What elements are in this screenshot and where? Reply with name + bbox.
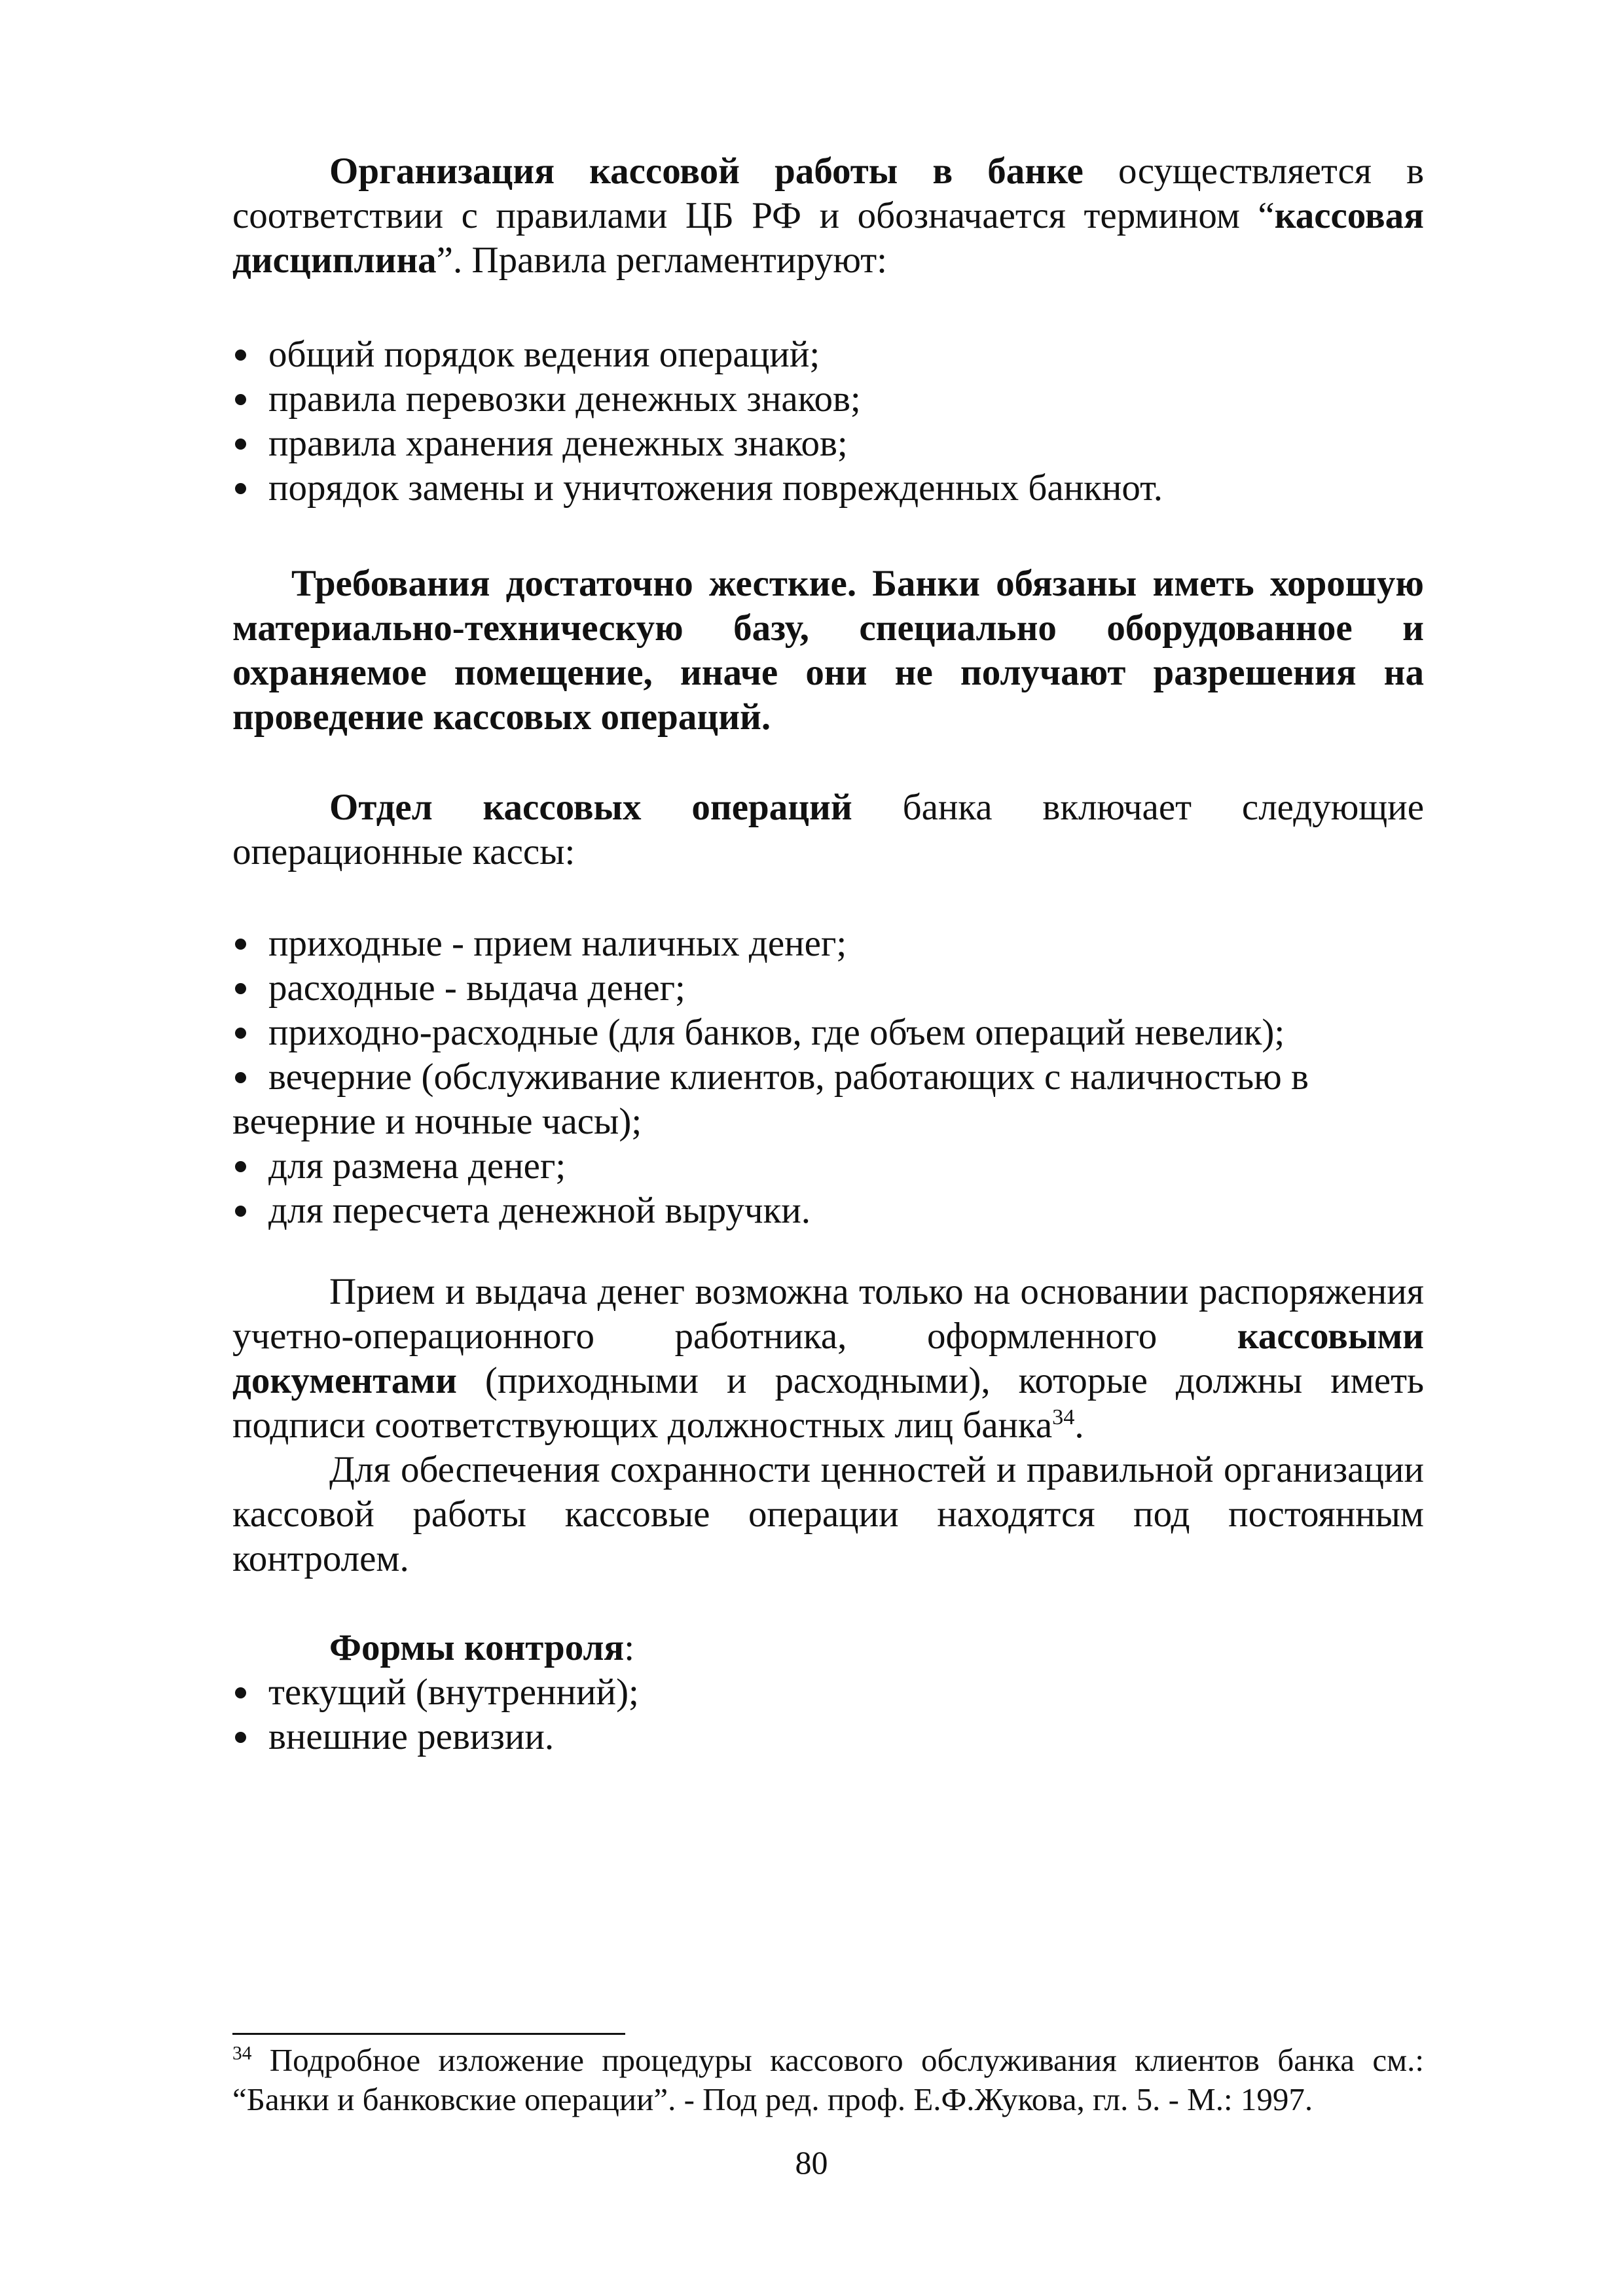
intro-lead-bold: Организация кассовой работы в банке bbox=[329, 151, 1084, 192]
intro-paragraph bbox=[232, 149, 1424, 283]
list-item: общий порядок ведения операций; bbox=[232, 332, 1424, 377]
bullet-icon bbox=[235, 1072, 246, 1083]
bullet-icon bbox=[235, 483, 246, 494]
bullet-icon bbox=[235, 394, 246, 405]
bullet-icon bbox=[235, 1732, 246, 1743]
cash-department-lead-bold: Отдел кассовых операций bbox=[329, 787, 852, 828]
control-forms-list bbox=[232, 1670, 1424, 1759]
list-item: внешние ревизии. bbox=[232, 1715, 1424, 1759]
bullet-icon bbox=[235, 439, 246, 450]
bullet-icon bbox=[235, 983, 246, 994]
list-item: правила перевозки денежных знаков; bbox=[232, 377, 1424, 422]
intro-term-bold: кассовая дисциплина bbox=[232, 195, 1424, 281]
rules-list bbox=[232, 332, 1424, 511]
bullet-icon bbox=[235, 1028, 246, 1039]
footnote-number: 34 bbox=[232, 2043, 252, 2064]
footnote bbox=[232, 2041, 1424, 2119]
list-item: расходные - выдача денег; bbox=[232, 966, 1424, 1011]
list-item: вечерние (обслуживание клиентов, работающих с наличностью в вечерние и ночные часы); bbox=[232, 1056, 1309, 1142]
intro-tail: ”. Правила регламентируют: bbox=[436, 240, 887, 281]
control-paragraph: Для обеспечения сохранности ценностей и правильной организации кассовой работы кассовые операции находятся под постоянным контролем. bbox=[232, 1449, 1424, 1579]
bullet-icon bbox=[235, 350, 246, 361]
bullet-icon bbox=[235, 1206, 246, 1217]
cash-department-paragraph bbox=[232, 785, 1424, 874]
list-item: приходные - прием наличных денег; bbox=[232, 922, 1424, 966]
list-item: порядок замены и уничтожения поврежденных банкнот. bbox=[232, 466, 1424, 511]
bullet-icon bbox=[235, 1161, 246, 1172]
control-forms-heading: Формы контроля: bbox=[329, 1627, 635, 1668]
bullet-icon bbox=[235, 939, 246, 950]
cash-documents-bold: кассовыми документами bbox=[232, 1316, 1424, 1401]
requirements-paragraph: Требования достаточно жесткие. Банки обязаны иметь хорошую материально-техническую базу, специально оборудованное и охраняемое помещение, иначе они не получают разрешения на проведение кассовых операций. bbox=[232, 563, 1424, 738]
list-item: текущий (внутренний); bbox=[232, 1670, 1424, 1715]
footnote-text: Подробное изложение процедуры кассового обслуживания клиентов банка см.: “Банки и банковские операции”. - Под ред. проф. Е.Ф.Жукова, гл. 5. - М.: 1997. bbox=[232, 2042, 1424, 2117]
cash-documents-paragraph: Прием и выдача денег возможна только на основании распоряжения учетно-операционного работника, оформленного кассовыми документами (приходными и расходными), которые должны иметь подписи соответствующих должностных лиц банка$^{34}$. bbox=[232, 1271, 1424, 1446]
list-item: для размена денег; bbox=[232, 1144, 1424, 1189]
bullet-icon bbox=[235, 1687, 246, 1698]
footnote-divider bbox=[232, 2033, 625, 2035]
list-item: приходно-расходные (для банков, где объем операций невелик); bbox=[232, 1011, 1424, 1055]
page-number: 80 bbox=[795, 2144, 828, 2181]
intro-lead-rest: осуществляется в соответствии с правилами ЦБ РФ и обозначается термином “ bbox=[232, 151, 1424, 236]
cash-desks-list bbox=[232, 922, 1424, 1233]
list-item: правила хранения денежных знаков; bbox=[232, 422, 1424, 466]
list-item: для пересчета денежной выручки. bbox=[232, 1189, 1424, 1233]
cash-department-rest: банка включает следующие операционные кассы: bbox=[232, 787, 1424, 872]
footnote-reference: 34 bbox=[1052, 1405, 1075, 1429]
